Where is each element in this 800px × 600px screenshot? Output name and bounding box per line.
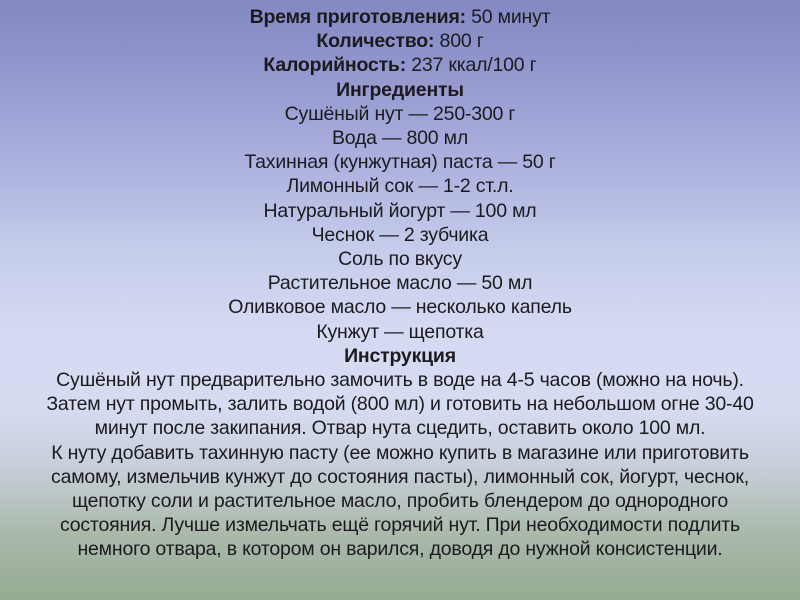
ingredient-item: Растительное масло — 50 мл <box>267 272 533 295</box>
instruction-line: К нуту добавить тахинную пасту (ее можно купить в магазине или приготовить <box>51 441 749 464</box>
ingredients-heading: Ингредиенты <box>336 78 464 101</box>
ingredient-item: Соль по вкусу <box>338 248 462 271</box>
instruction-line: состояния. Лучше измельчать ещё горячий нут. При необходимости подлить <box>59 514 740 537</box>
quantity-value: 800 г <box>439 30 484 53</box>
ingredient-item: Сушёный нут — 250-300 г <box>284 102 516 125</box>
meta-line-calories <box>0 53 800 77</box>
instruction-line: минут после закипания. Отвар нута сцедить, оставить около 100 мл. <box>94 417 706 440</box>
instruction-line: самому, измельчив кунжут до состояния пасты), лимонный сок, йогурт, чеснок, <box>51 465 749 488</box>
instruction-line: щепотку соли и растительное масло, пробить блендером до однородного <box>71 490 729 513</box>
instructions-heading: Инструкция <box>344 344 456 367</box>
ingredient-item: Тахинная (кунжутная) паста — 50 г <box>244 151 556 174</box>
meta-line-quantity <box>0 29 800 53</box>
calories-value: 237 ккал/100 г <box>411 54 537 77</box>
ingredient-item: Оливковое масло — несколько капель <box>228 296 572 319</box>
quantity-label: Количество: <box>316 30 435 53</box>
ingredient-item: Вода — 800 мл <box>331 127 469 150</box>
instruction-line: немного отвара, в котором он варился, доводя до нужной консистенции. <box>77 538 723 561</box>
ingredient-item: Кунжут — щепотка <box>316 320 484 343</box>
cook-time-value: 50 минут <box>471 6 551 28</box>
meta-line-cook-time <box>0 5 800 29</box>
calories-label: Калорийность: <box>263 54 407 77</box>
ingredient-item: Натуральный йогурт — 100 мл <box>263 199 537 222</box>
ingredient-item: Лимонный сок — 1-2 ст.л. <box>286 175 514 198</box>
cook-time-label: Время приготовления: <box>249 6 466 28</box>
instruction-line: Сушёный нут предварительно замочить в воде на 4-5 часов (можно на ночь). <box>56 369 744 392</box>
ingredient-item: Чеснок — 2 зубчика <box>311 223 489 246</box>
instruction-line: Затем нут промыть, залить водой (800 мл) и готовить на небольшом огне 30-40 <box>46 393 754 416</box>
